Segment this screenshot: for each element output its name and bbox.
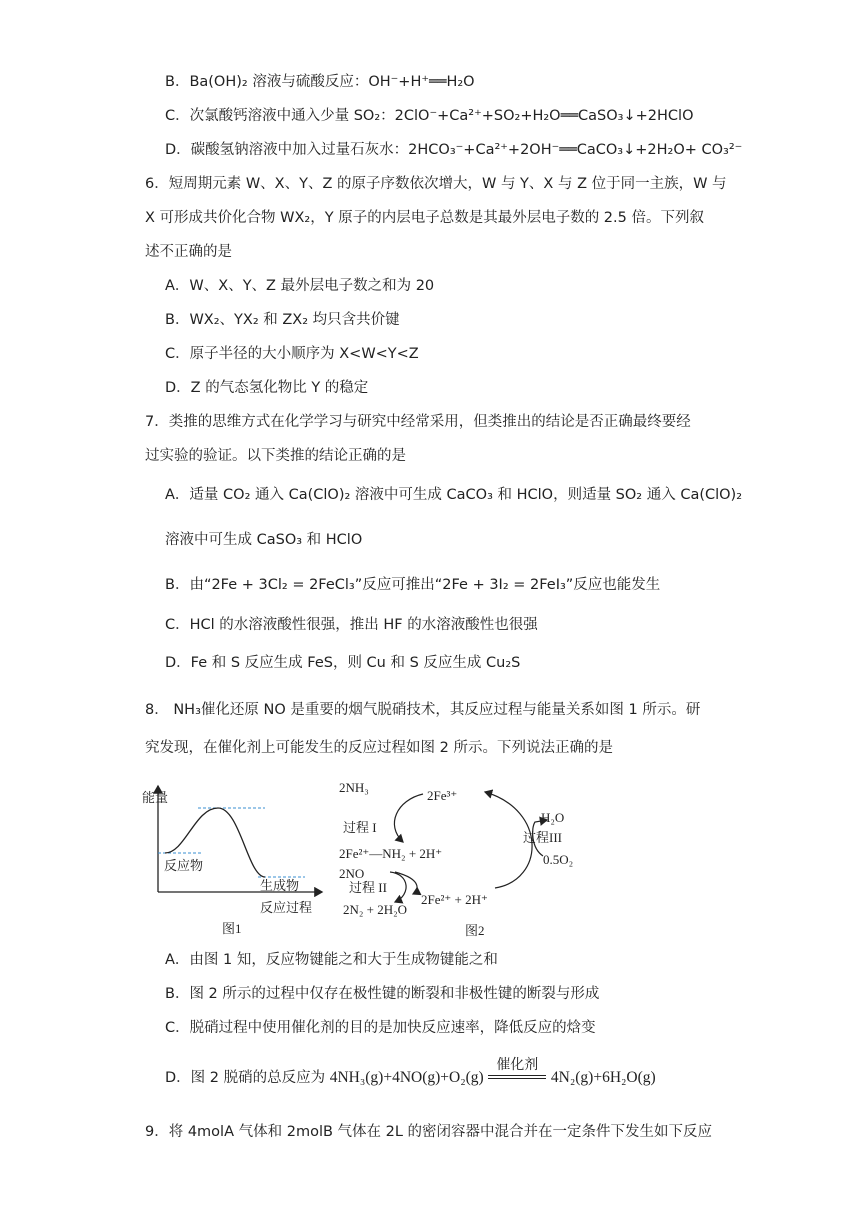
catalyst-arrow xyxy=(488,1057,546,1079)
q6-option-b: B．WX₂、YX₂ 和 ZX₂ 均只含共价键 xyxy=(165,312,400,328)
q8-option-d-prefix: D．图 2 脱硝的总反应为 xyxy=(165,1070,326,1086)
q7-option-a-line1: A．适量 CO₂ 通入 Ca(ClO)₂ 溶液中可生成 CaCO₃ 和 HClO，则适量 SO₂ 通入 Ca(ClO)₂ xyxy=(165,487,743,503)
q5-option-d: D．碳酸氢钠溶液中加入过量石灰水：2HCO₃⁻+Ca²⁺+2OH⁻══CaCO₃↓+2H₂O+ CO₃²⁻ xyxy=(165,142,743,158)
q6-stem-line3: 述不正确的是 xyxy=(145,244,232,260)
figure-1-caption: 图1 xyxy=(222,921,242,936)
y-axis-label: 能量 xyxy=(142,790,169,805)
x-axis-label: 反应过程 xyxy=(260,900,313,915)
figure-2-cycle-diagram xyxy=(335,770,595,942)
reactant-label: 反应物 xyxy=(164,858,204,873)
figure-1-energy-diagram xyxy=(140,780,330,940)
q5-option-b: B．Ba(OH)₂ 溶液与硫酸反应：OH⁻+H⁺══H₂O xyxy=(165,74,475,90)
label-fe2-nh2: 2Fe²⁺—NH₂ + 2H⁺ xyxy=(339,846,443,861)
label-process-2: 过程 II xyxy=(349,880,387,895)
q6-option-d: D．Z 的气态氢化物比 Y 的稳定 xyxy=(165,380,369,396)
label-2nh3: 2NH₃ xyxy=(339,780,369,795)
q6-option-a: A．W、X、Y、Z 最外层电子数之和为 20 xyxy=(165,278,435,294)
q8-option-d-reactants: 4NH₃(g)+4NO(g)+O₂(g) xyxy=(329,1069,484,1086)
product-label: 生成物 xyxy=(260,878,300,893)
label-process-3: 过程III xyxy=(523,830,562,845)
q8-option-d-products: 4N₂(g)+6H₂O(g) xyxy=(550,1069,656,1086)
q9-stem-line1: 9．将 4molA 气体和 2molB 气体在 2L 的密闭容器中混合并在一定条件下发生如下反应 xyxy=(145,1124,713,1140)
q8-stem-line1: 8． NH₃催化还原 NO 是重要的烟气脱硝技术，其反应过程与能量关系如图 1 所示。研 xyxy=(145,702,701,718)
q7-option-d: D．Fe 和 S 反应生成 FeS，则 Cu 和 S 反应生成 Cu₂S xyxy=(165,655,521,671)
label-fe2-h: 2Fe²⁺ + 2H⁺ xyxy=(421,892,488,907)
q8-option-c: C．脱硝过程中使用催化剂的目的是加快反应速率，降低反应的焓变 xyxy=(165,1020,596,1036)
q7-stem-line2: 过实验的验证。以下类推的结论正确的是 xyxy=(145,448,406,464)
process-1-arrow xyxy=(394,794,423,842)
label-2fe3: 2Fe³⁺ xyxy=(427,788,458,803)
figure-2-caption: 图2 xyxy=(465,923,485,938)
q5-option-c: C．次氯酸钙溶液中通入少量 SO₂：2ClO⁻+Ca²⁺+SO₂+H₂O══CaSO₃↓+2HClO xyxy=(165,108,694,124)
label-n2-h2o: 2N₂ + 2H₂O xyxy=(343,902,408,917)
label-h2o: H₂O xyxy=(541,810,565,825)
label-process-1: 过程 I xyxy=(343,820,377,835)
q6-option-c: C．原子半径的大小顺序为 X<W<Y<Z xyxy=(165,346,419,362)
q7-stem-line1: 7．类推的思维方式在化学学习与研究中经常采用，但类推出的结论是否正确最终要经 xyxy=(145,414,691,430)
q8-option-d xyxy=(165,1057,656,1088)
q6-stem-line1: 6．短周期元素 W、X、Y、Z 的原子序数依次增大，W 与 Y、X 与 Z 位于同一主族，W 与 xyxy=(145,176,727,192)
q6-stem-line2: X 可形成共价化合物 WX₂，Y 原子的内层电子总数是其最外层电子数的 2.5 倍。下列叙 xyxy=(145,210,704,226)
q7-option-a-line2: 溶液中可生成 CaSO₃ 和 HClO xyxy=(165,532,363,548)
q7-option-c: C．HCl 的水溶液酸性很强，推出 HF 的水溶液酸性也很强 xyxy=(165,617,538,633)
label-o2: 0.5O₂ xyxy=(543,852,574,867)
q7-option-b: B．由“2Fe + 3Cl₂ = 2FeCl₃”反应可推出“2Fe + 3I₂ = 2FeI₃”反应也能发生 xyxy=(165,577,661,593)
q8-option-a: A．由图 1 知，反应物键能之和大于生成物键能之和 xyxy=(165,952,498,968)
q8-stem-line2: 究发现，在催化剂上可能发生的反应过程如图 2 所示。下列说法正确的是 xyxy=(145,740,613,756)
catalyst-label: 催化剂 xyxy=(496,1057,539,1073)
q8-option-b: B．图 2 所示的过程中仅存在极性键的断裂和非极性键的断裂与形成 xyxy=(165,986,600,1002)
label-2no: 2NO xyxy=(339,866,365,881)
process-2-arrow xyxy=(390,872,406,902)
